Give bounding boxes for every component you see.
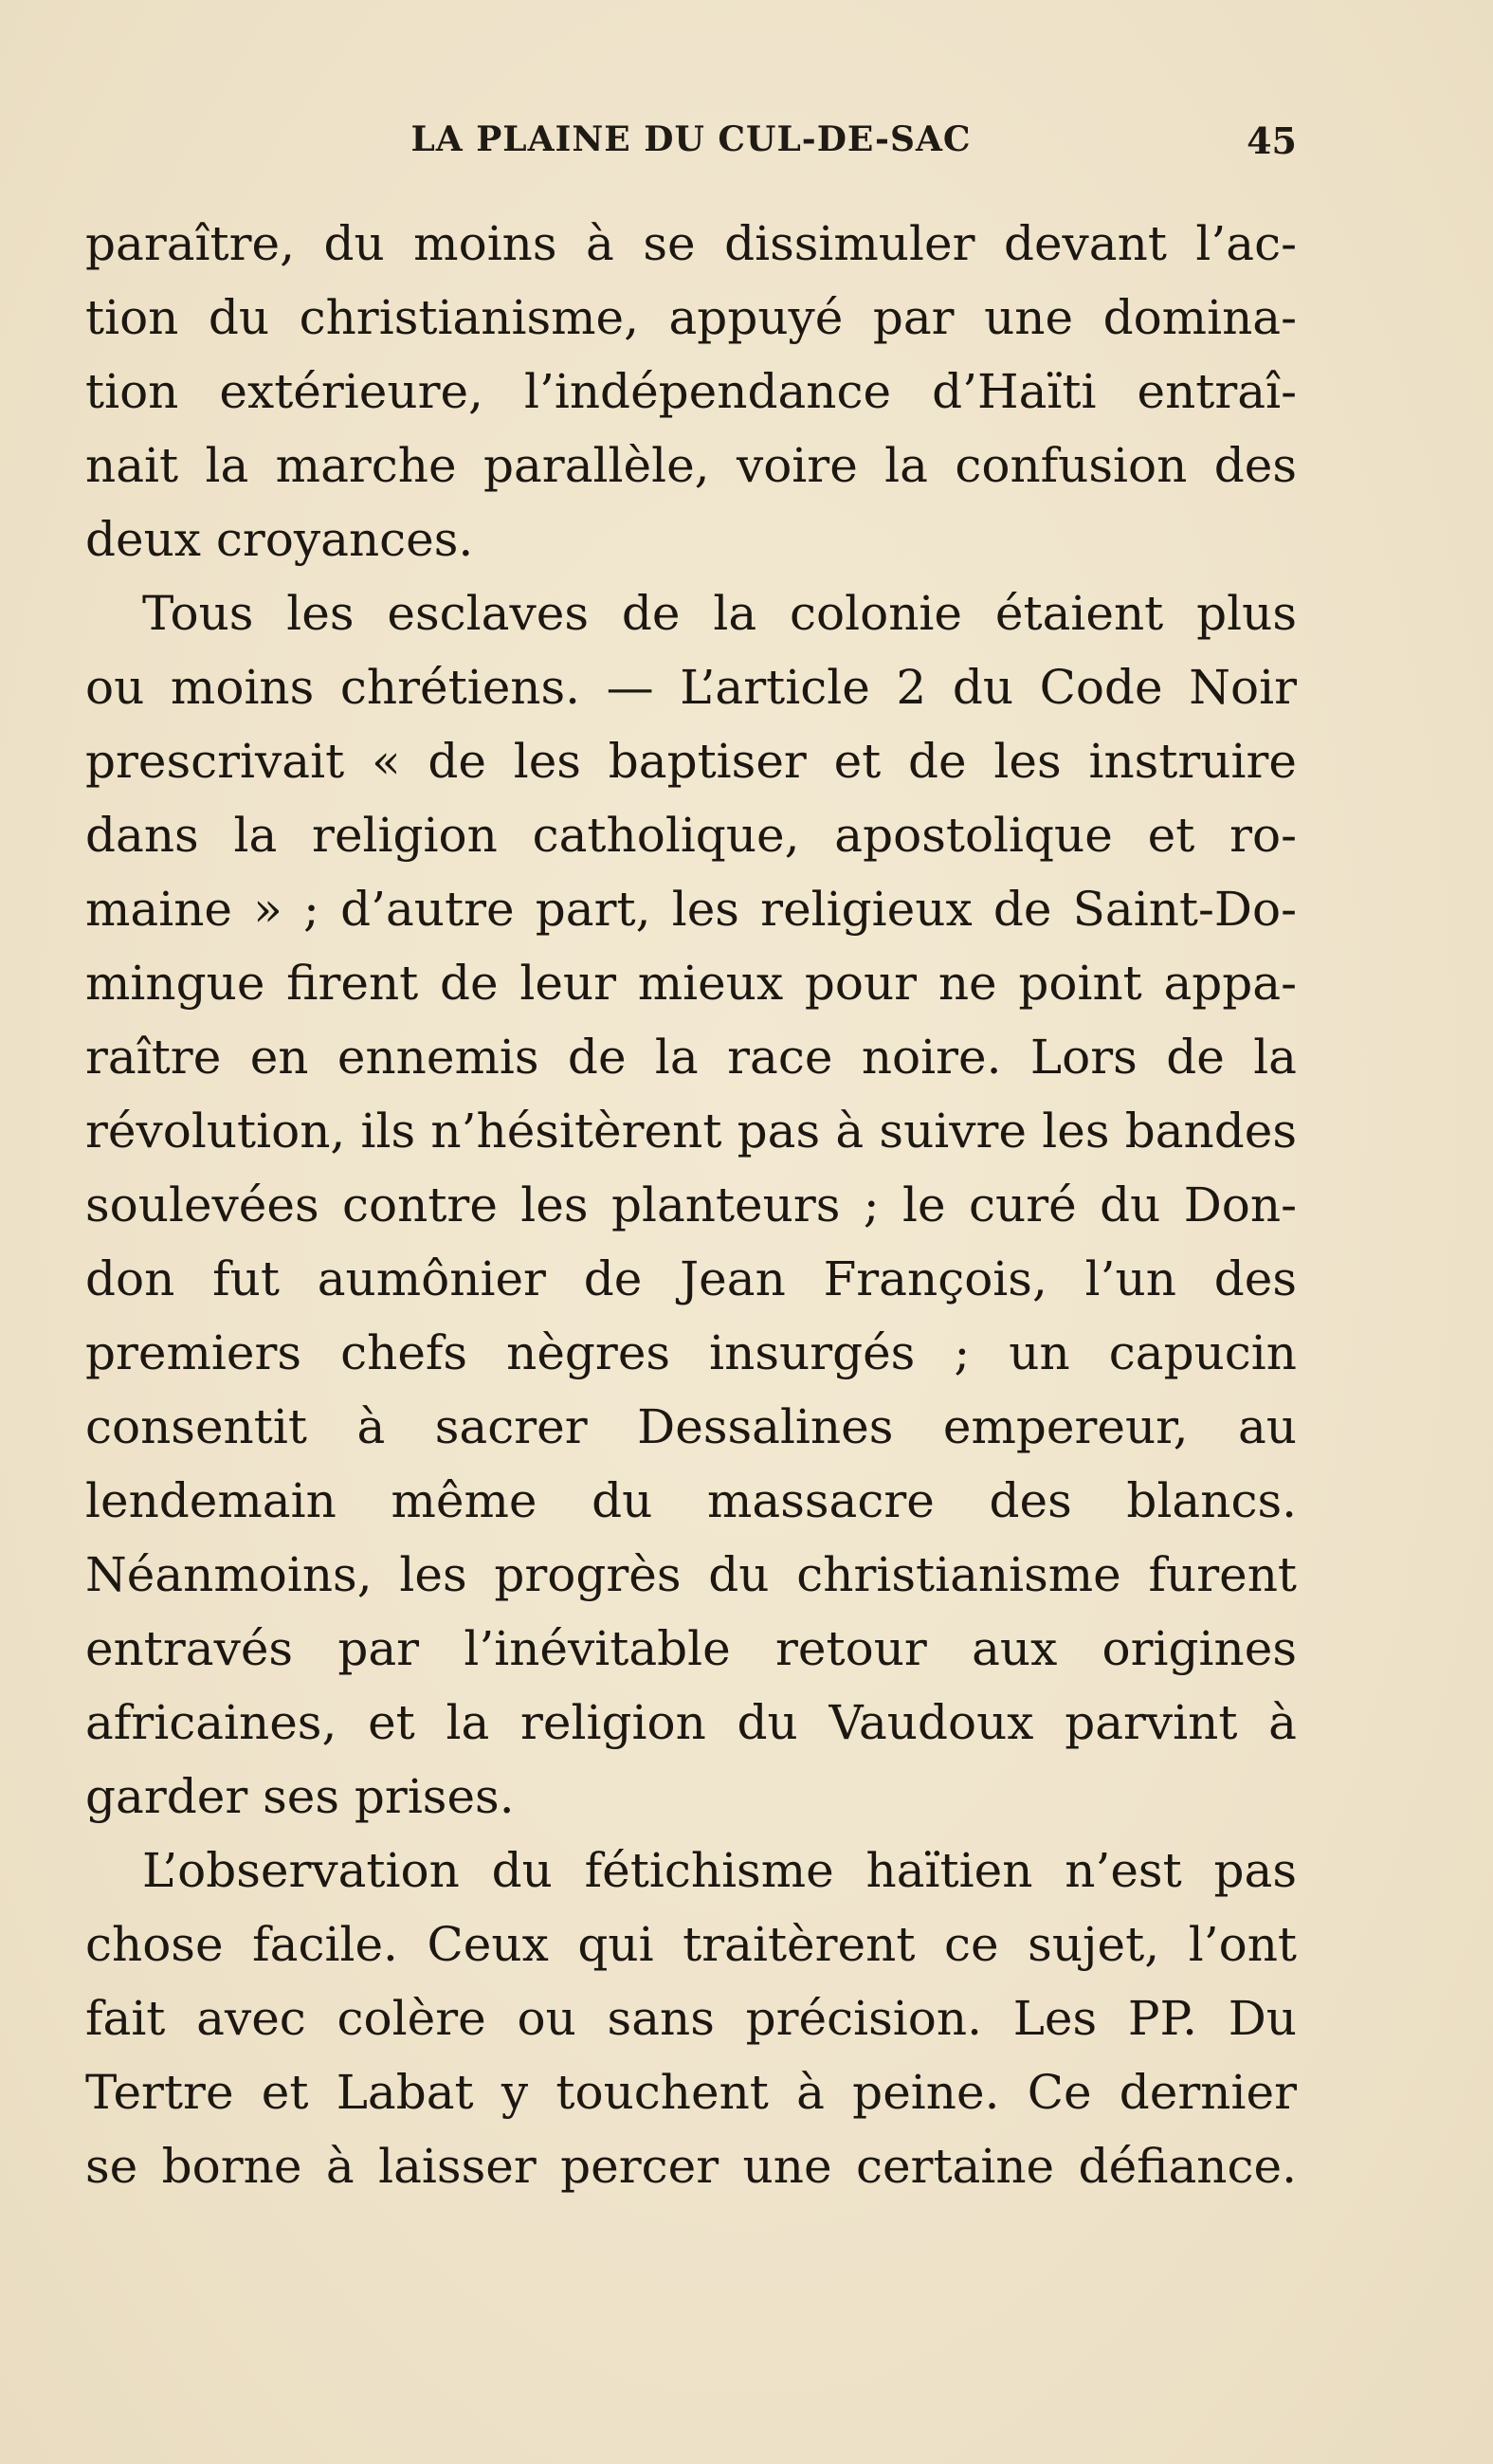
- running-title: LA PLAINE DU CUL-DE-SAC: [410, 119, 972, 159]
- text-line: nait la marche parallèle, voire la confusion des: [85, 438, 1297, 493]
- text-line: deux croyances.: [85, 512, 474, 567]
- text-line: tion extérieure, l’indépendance d’Haïti entraî-: [85, 364, 1297, 419]
- text-line: raître en ennemis de la race noire. Lors de la: [85, 1030, 1297, 1085]
- body-text: [85, 207, 1297, 2203]
- text-line: consentit à sacrer Dessalines empereur, au: [85, 1399, 1297, 1454]
- text-line: garder ses prises.: [85, 1769, 515, 1824]
- text-line: chose facile. Ceux qui traitèrent ce sujet, l’ont: [85, 1917, 1297, 1972]
- text-line: Néanmoins, les progrès du christianisme furent: [85, 1547, 1297, 1602]
- text-line: mingue firent de leur mieux pour ne point appa-: [85, 956, 1297, 1011]
- text-line: dans la religion catholique, apostolique et ro-: [85, 808, 1297, 863]
- text-line: don fut aumônier de Jean François, l’un des: [85, 1251, 1297, 1306]
- text-line: Tous les esclaves de la colonie étaient plus: [142, 586, 1297, 641]
- text-line: se borne à laisser percer une certaine défiance.: [85, 2139, 1297, 2194]
- text-line: prescrivait « de les baptiser et de les instruire: [85, 734, 1297, 789]
- text-line: soulevées contre les planteurs ; le curé du Don-: [85, 1177, 1297, 1232]
- text-line: africaines, et la religion du Vaudoux parvint à: [85, 1695, 1297, 1750]
- text-line: tion du christianisme, appuyé par une domina-: [85, 290, 1297, 345]
- text-line: L’observation du fétichisme haïtien n’est pas: [142, 1843, 1297, 1898]
- text-line: maine » ; d’autre part, les religieux de Saint-Do-: [85, 882, 1297, 937]
- running-head: [85, 119, 1297, 163]
- text-line: entravés par l’inévitable retour aux origines: [85, 1621, 1297, 1676]
- text-line: premiers chefs nègres insurgés ; un capucin: [85, 1325, 1297, 1380]
- text-line: fait avec colère ou sans précision. Les PP. Du: [85, 1991, 1297, 2046]
- text-line: paraître, du moins à se dissimuler devant l’ac-: [85, 216, 1297, 271]
- text-line: lendemain même du massacre des blancs.: [85, 1473, 1297, 1528]
- text-line: Tertre et Labat y touchent à peine. Ce dernier: [85, 2065, 1297, 2120]
- text-line: ou moins chrétiens. — L’article 2 du Code Noir: [85, 660, 1297, 715]
- text-line: révolution, ils n’hésitèrent pas à suivre les bandes: [85, 1104, 1297, 1159]
- page-number: 45: [1247, 119, 1297, 162]
